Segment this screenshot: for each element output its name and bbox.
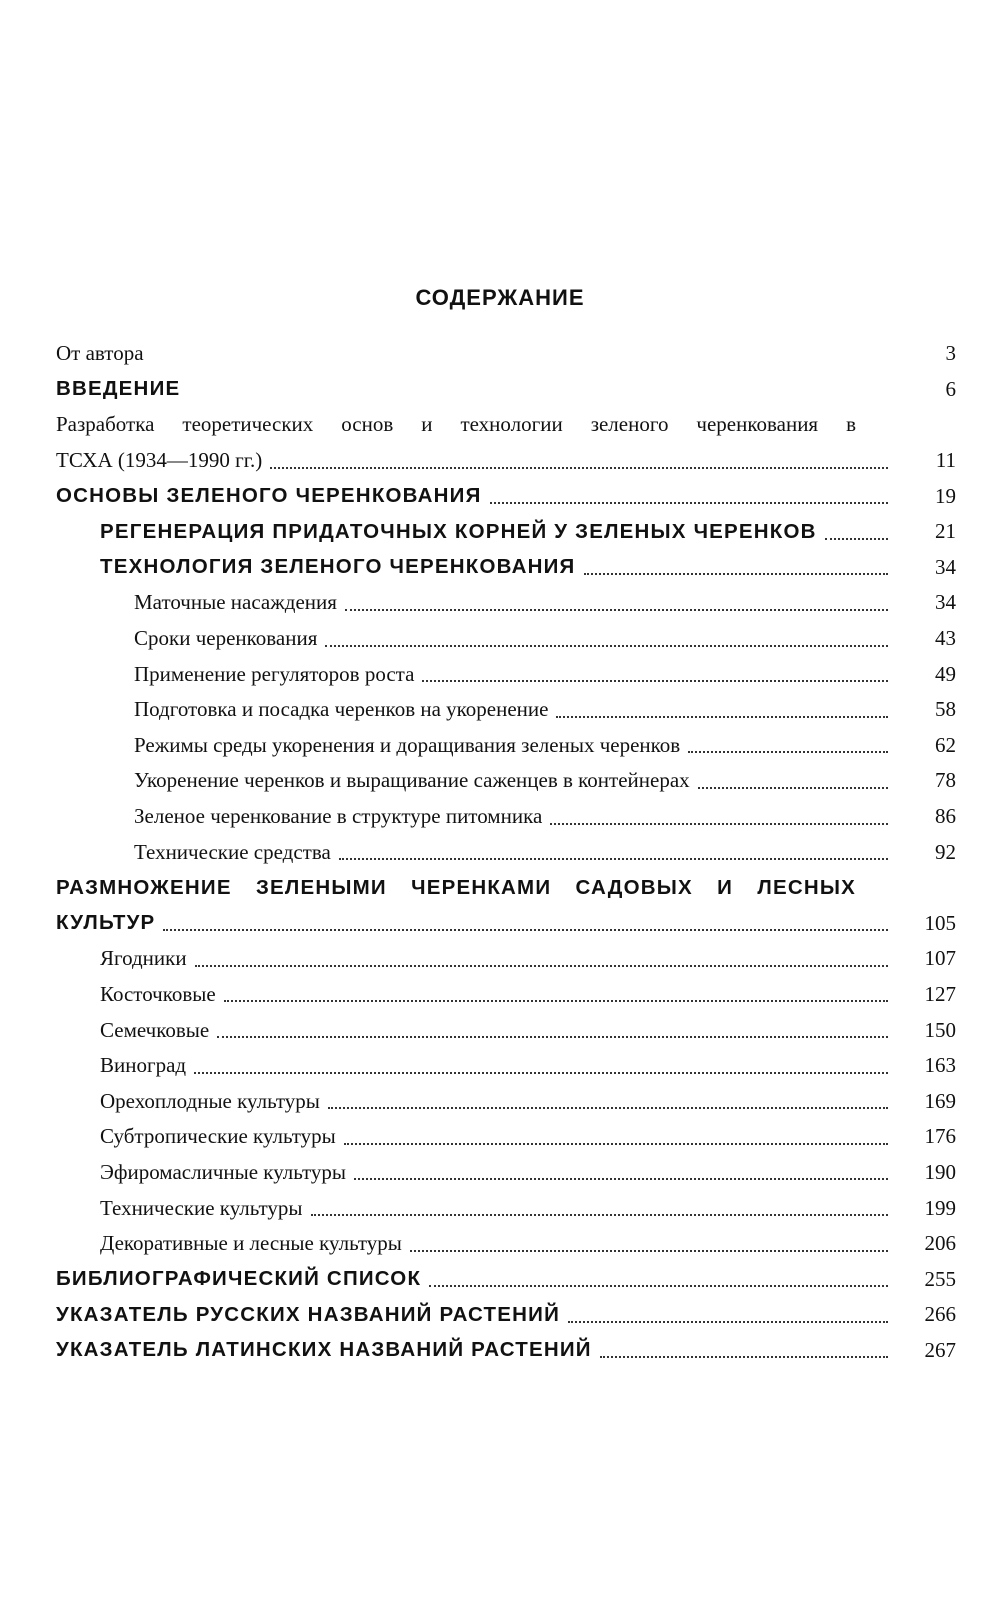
- toc-entry-label: Применение регуляторов роста: [134, 661, 415, 686]
- toc-page-number: 206: [924, 1231, 956, 1256]
- leader-dots: [339, 858, 888, 860]
- toc-page-number: 92: [935, 839, 956, 864]
- leader-dots: [194, 1072, 888, 1074]
- toc-entry-label: Разработка теоретических основ и технологии зеленого черенкования в: [56, 412, 856, 437]
- toc-page-number: 11: [935, 448, 956, 473]
- toc-entry-technical-means[interactable]: [56, 834, 956, 870]
- toc-page-number: 199: [924, 1195, 956, 1220]
- leader-dots: [217, 1036, 888, 1038]
- toc-entry-label: Подготовка и посадка черенков на укоренение: [134, 697, 549, 722]
- toc-entry-label: ВВЕДЕНИЕ: [56, 377, 181, 401]
- leader-dots: [422, 680, 888, 682]
- toc-page-number: 21: [935, 519, 956, 544]
- toc-entry-development-line2[interactable]: [56, 443, 956, 479]
- toc-entry-ornamental-forest[interactable]: [56, 1226, 956, 1262]
- toc-page-number: 190: [924, 1159, 956, 1184]
- toc-page-number: 266: [924, 1302, 956, 1327]
- leader-dots: [550, 823, 888, 825]
- leader-dots: [688, 751, 888, 753]
- toc-entry-pome-fruits[interactable]: [56, 1012, 956, 1048]
- toc-entry-label: Косточковые: [100, 981, 216, 1006]
- toc-page-number: 86: [935, 804, 956, 829]
- leader-dots: [345, 609, 888, 611]
- toc-entry-label: ТСХА (1934—1990 гг.): [56, 448, 263, 473]
- toc-entry-latin-index[interactable]: [56, 1333, 956, 1369]
- leader-dots: [584, 573, 889, 575]
- toc-entry-label: Семечковые: [100, 1017, 210, 1042]
- leader-dots: [270, 467, 888, 469]
- toc-entry-essential-oil[interactable]: [56, 1155, 956, 1191]
- leader-dots: [568, 1321, 888, 1323]
- toc-entry-label: Укоренение черенков и выращивание саженцев в контейнерах: [134, 768, 690, 793]
- toc-entry-growth-regulators[interactable]: [56, 656, 956, 692]
- toc-entry-environment-modes[interactable]: [56, 728, 956, 764]
- toc-entry-label: Маточные насаждения: [134, 590, 337, 615]
- leader-dots: [224, 1000, 888, 1002]
- toc-entry-label: Технические средства: [134, 839, 331, 864]
- toc-page-number: 127: [924, 981, 956, 1006]
- toc-entry-label: От автора: [56, 341, 144, 366]
- toc-page-number: 6: [945, 376, 956, 401]
- toc-entry-label: Эфиромасличные культуры: [100, 1159, 347, 1184]
- toc-entry-containers[interactable]: [56, 763, 956, 799]
- toc-entry-preparation-planting[interactable]: [56, 692, 956, 728]
- toc-entry-nut-crops[interactable]: [56, 1083, 956, 1119]
- toc-entry-label: ОСНОВЫ ЗЕЛЕНОГО ЧЕРЕНКОВАНИЯ: [56, 484, 482, 508]
- toc-entry-bibliography[interactable]: [56, 1261, 956, 1297]
- toc-entry-grapes[interactable]: [56, 1048, 956, 1084]
- toc-entry-label: Виноград: [100, 1053, 187, 1078]
- toc-page-number: 107: [924, 946, 956, 971]
- toc-entry-label: УКАЗАТЕЛЬ ЛАТИНСКИХ НАЗВАНИЙ РАСТЕНИЙ: [56, 1338, 592, 1362]
- table-of-contents: [56, 336, 956, 1368]
- toc-page-number: 43: [935, 626, 956, 651]
- toc-page-number: 49: [935, 661, 956, 686]
- toc-page-number: 78: [935, 768, 956, 793]
- toc-entry-propagation-line2[interactable]: [56, 906, 956, 942]
- toc-entry-label: Сроки черенкования: [134, 626, 318, 651]
- toc-entry-regeneration[interactable]: [56, 514, 956, 550]
- leader-dots: [410, 1250, 888, 1252]
- toc-page-number: 169: [924, 1088, 956, 1113]
- leader-dots: [354, 1178, 888, 1180]
- toc-entry-from-author[interactable]: [56, 336, 956, 372]
- toc-entry-cutting-dates[interactable]: [56, 621, 956, 657]
- toc-entry-berries[interactable]: [56, 941, 956, 977]
- toc-page-number: 255: [924, 1266, 956, 1291]
- toc-page-number: 58: [935, 697, 956, 722]
- toc-entry-label: Орехоплодные культуры: [100, 1088, 320, 1113]
- toc-entry-label: ТЕХНОЛОГИЯ ЗЕЛЕНОГО ЧЕРЕНКОВАНИЯ: [100, 555, 576, 579]
- toc-entry-development-line1[interactable]: [56, 407, 956, 443]
- toc-page-number: 163: [924, 1053, 956, 1078]
- leader-dots: [429, 1285, 888, 1287]
- toc-page-number: 62: [935, 732, 956, 757]
- toc-entry-label: РАЗМНОЖЕНИЕ ЗЕЛЕНЫМИ ЧЕРЕНКАМИ САДОВЫХ И ЛЕСНЫХ: [56, 875, 856, 899]
- toc-entry-nursery-structure[interactable]: [56, 799, 956, 835]
- leader-dots: [490, 502, 888, 504]
- toc-entry-label: РЕГЕНЕРАЦИЯ ПРИДАТОЧНЫХ КОРНЕЙ У ЗЕЛЕНЫХ ЧЕРЕНКОВ: [100, 519, 817, 543]
- leader-dots: [328, 1107, 888, 1109]
- toc-page-number: 267: [924, 1337, 956, 1362]
- leader-dots: [163, 929, 888, 931]
- toc-page-number: 150: [924, 1017, 956, 1042]
- toc-entry-label: Ягодники: [100, 946, 187, 971]
- toc-entry-propagation-line1[interactable]: [56, 870, 956, 906]
- toc-entry-mother-plantings[interactable]: [56, 585, 956, 621]
- toc-page-number: 19: [935, 483, 956, 508]
- toc-entry-label: Режимы среды укоренения и доращивания зеленых черенков: [134, 732, 681, 757]
- leader-dots: [556, 716, 888, 718]
- toc-entry-introduction[interactable]: [56, 372, 956, 408]
- leader-dots: [344, 1143, 888, 1145]
- toc-entry-label: Субтропические культуры: [100, 1124, 336, 1149]
- leader-dots: [195, 965, 888, 967]
- toc-entry-label: УКАЗАТЕЛЬ РУССКИХ НАЗВАНИЙ РАСТЕНИЙ: [56, 1302, 561, 1326]
- toc-page-number: 34: [935, 554, 956, 579]
- leader-dots: [600, 1356, 888, 1358]
- toc-entry-label: Декоративные и лесные культуры: [100, 1231, 402, 1256]
- toc-page-number: 34: [935, 590, 956, 615]
- toc-entry-label: КУЛЬТУР: [56, 911, 156, 935]
- leader-dots: [325, 645, 888, 647]
- leader-dots: [311, 1214, 888, 1216]
- toc-entry-russian-index[interactable]: [56, 1297, 956, 1333]
- toc-page-number: 105: [924, 910, 956, 935]
- toc-entry-label: Зеленое черенкование в структуре питомника: [134, 804, 543, 829]
- toc-page-number: 3: [945, 341, 956, 366]
- toc-page-number: 176: [924, 1124, 956, 1149]
- toc-entry-stone-fruits[interactable]: [56, 977, 956, 1013]
- toc-title: СОДЕРЖАНИЕ: [415, 285, 585, 310]
- toc-entry-fundamentals[interactable]: [56, 478, 956, 514]
- toc-entry-technology[interactable]: [56, 550, 956, 586]
- toc-entry-industrial-crops[interactable]: [56, 1190, 956, 1226]
- leader-dots: [825, 538, 888, 540]
- toc-entry-label: Технические культуры: [100, 1195, 303, 1220]
- toc-entry-subtropical[interactable]: [56, 1119, 956, 1155]
- leader-dots: [698, 787, 888, 789]
- toc-entry-label: БИБЛИОГРАФИЧЕСКИЙ СПИСОК: [56, 1267, 422, 1291]
